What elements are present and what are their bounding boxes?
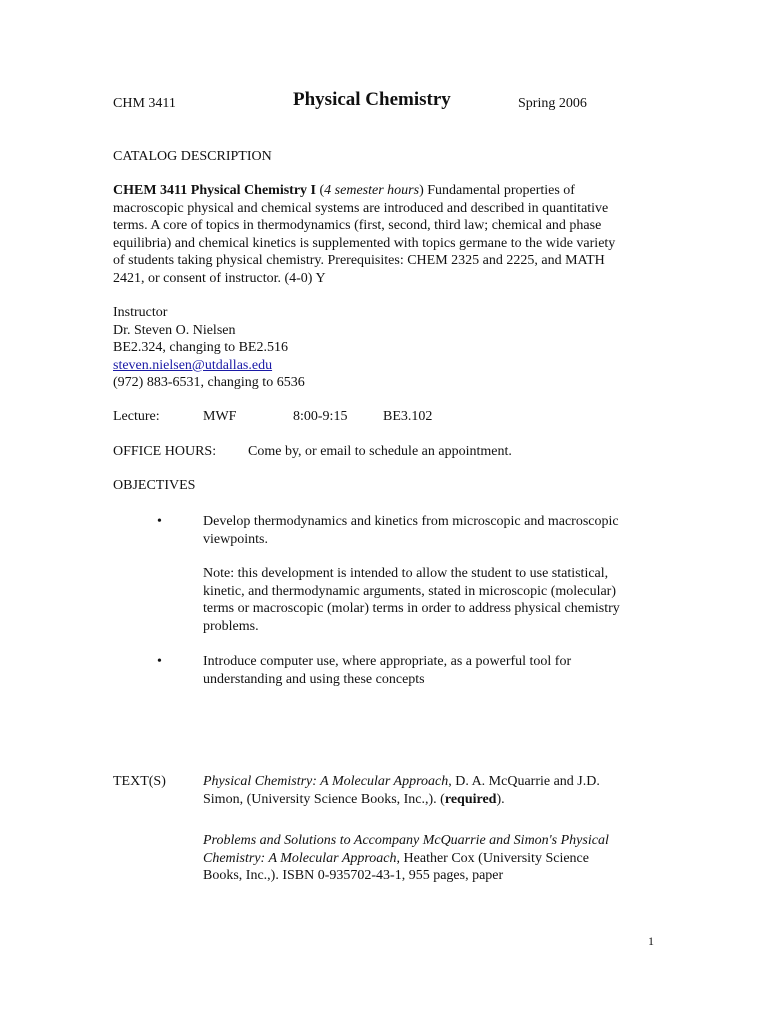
page-number: 1 xyxy=(648,934,654,948)
book1-authors: , D. A. McQuarrie and J.D. xyxy=(448,774,600,789)
book1-required: required xyxy=(444,791,497,807)
catalog-first-line xyxy=(113,182,575,200)
catalog-heading: CATALOG DESCRIPTION xyxy=(113,149,272,164)
course-name: CHEM 3411 Physical Chemistry I xyxy=(113,183,316,198)
book2-line2 xyxy=(203,850,589,868)
objective-line: Introduce computer use, where appropriate, as a powerful tool for xyxy=(203,654,572,669)
objectives-heading: OBJECTIVES xyxy=(113,478,196,493)
lecture-room: BE3.102 xyxy=(383,409,433,424)
catalog-desc-line: terms. A core of topics in thermodynamics (first, second, third law; chemical and phase xyxy=(113,218,602,234)
instructor-office: BE2.324, changing to BE2.516 xyxy=(113,340,288,356)
book2-title-line1: Problems and Solutions to Accompany McQuarrie and Simon's Physical xyxy=(203,833,609,848)
catalog-desc-start: Fundamental properties of xyxy=(423,183,575,198)
page-title: Physical Chemistry xyxy=(293,89,451,110)
instructor-name: Dr. Steven O. Nielsen xyxy=(113,322,236,338)
objective-note-line: kinetic, and thermodynamic arguments, stated in microscopic (molecular) xyxy=(203,583,616,599)
objective-line: Develop thermodynamics and kinetics from microscopic and macroscopic xyxy=(203,514,619,529)
bullet-icon: • xyxy=(157,654,162,669)
book2-line3: Books, Inc.,). ISBN 0-935702-43-1, 955 pages, paper xyxy=(203,868,504,884)
lecture-days: MWF xyxy=(203,409,237,424)
book2-author: , Heather Cox (University Science xyxy=(396,850,589,866)
book1-title: Physical Chemistry: A Molecular Approach xyxy=(203,774,449,789)
texts-label: TEXT(S) xyxy=(113,774,166,789)
book1-line1 xyxy=(203,773,600,791)
office-hours-text: Come by, or email to schedule an appointment. xyxy=(248,444,512,459)
term: Spring 2006 xyxy=(518,96,587,111)
book1-line2 xyxy=(203,791,505,809)
paren-close: ) xyxy=(419,183,424,198)
objective-line: understanding and using these concepts xyxy=(203,671,425,687)
lecture-time: 8:00-9:15 xyxy=(293,409,348,424)
bullet-icon: • xyxy=(157,514,162,529)
objective-note-line: Note: this development is intended to allow the student to use statistical, xyxy=(203,566,609,581)
catalog-desc-line: of students taking physical chemistry. Prerequisites: CHEM 2325 and 2225, and MATH xyxy=(113,253,605,269)
paren-open: ( xyxy=(316,183,325,198)
catalog-desc-line: equilibria) and chemical kinetics is supplemented with topics germane to the wide variety xyxy=(113,235,616,251)
catalog-desc-line: macroscopic physical and chemical systems are introduced and described in quantitative xyxy=(113,200,609,216)
semester-hours: 4 semester hours xyxy=(324,183,420,198)
course-code: CHM 3411 xyxy=(113,96,176,111)
objective-line: viewpoints. xyxy=(203,531,268,547)
objective-note-line: terms or macroscopic (molar) terms in order to address physical chemistry xyxy=(203,601,620,617)
book1-close: ). xyxy=(496,791,505,807)
instructor-email-link[interactable]: steven.nielsen@utdallas.edu xyxy=(113,357,273,373)
catalog-desc-line: 2421, or consent of instructor. (4-0) Y xyxy=(113,271,326,286)
office-hours-label: OFFICE HOURS: xyxy=(113,444,217,459)
lecture-label: Lecture: xyxy=(113,409,160,424)
book2-title-line2: Chemistry: A Molecular Approach xyxy=(203,850,397,866)
objective-note-line: problems. xyxy=(203,618,259,634)
instructor-label: Instructor xyxy=(113,305,168,320)
book1-publisher: Simon, (University Science Books, Inc.,). ( xyxy=(203,791,445,807)
instructor-phone: (972) 883-6531, changing to 6536 xyxy=(113,375,305,391)
